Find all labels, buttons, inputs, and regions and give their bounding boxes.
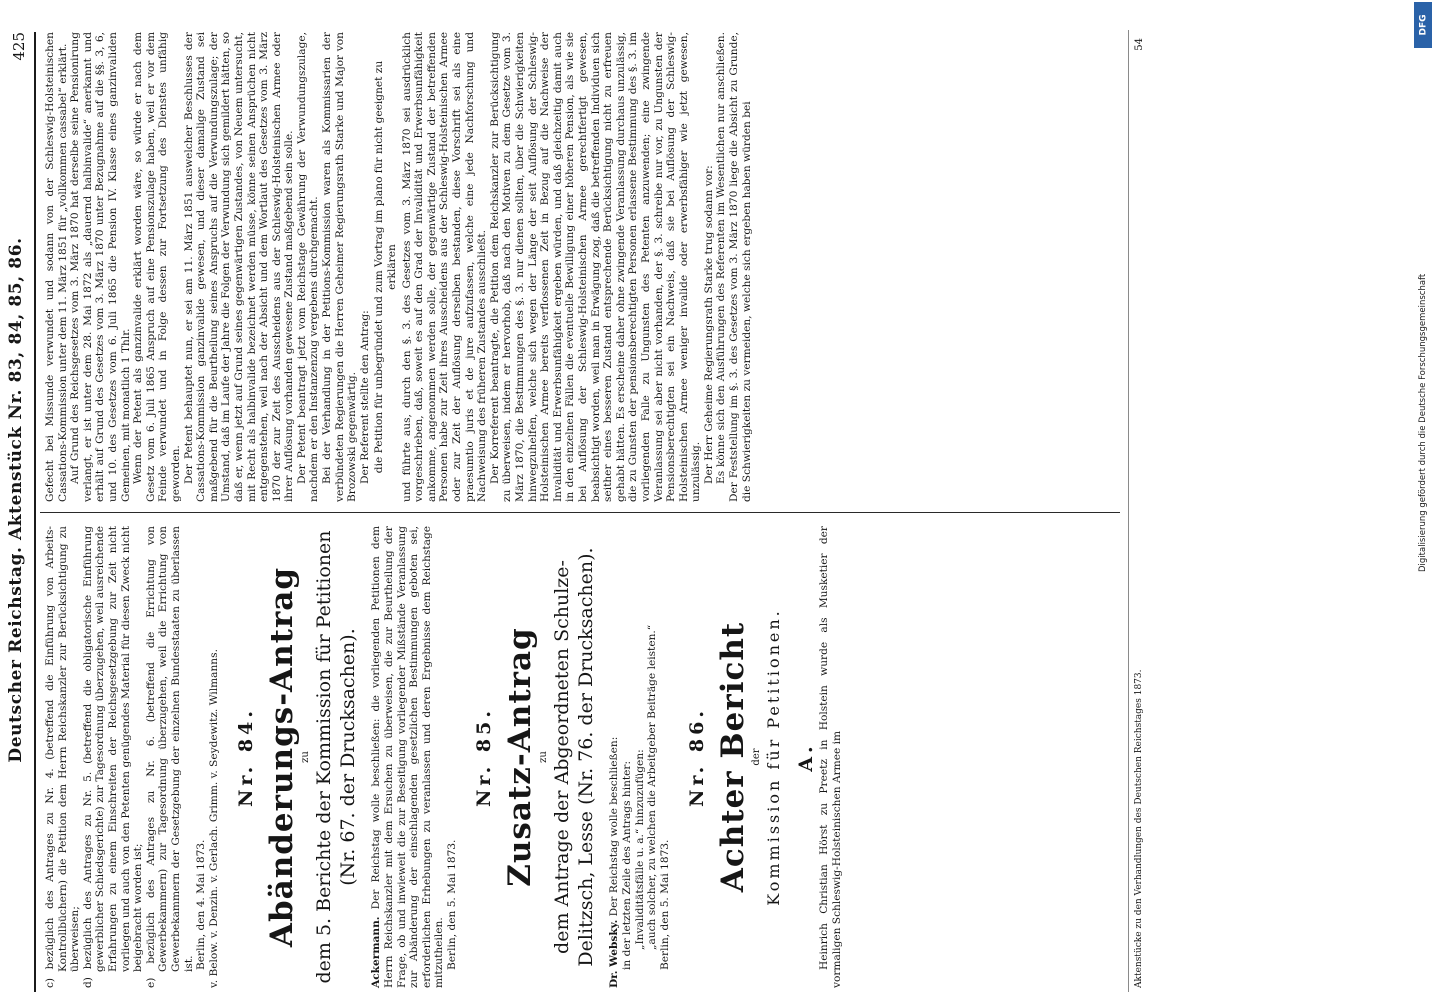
date-line: Berlin, den 4. Mai 1873. bbox=[195, 839, 208, 970]
digitization-credit bbox=[1414, 52, 1432, 572]
list-item-c: c) bezüglich des Antrages zu Nr. 4. (betreffend die Einführung von Arbeits-Kontrollbüchern) die Petition dem Herrn Reichskanzler zur Berücksichtigung zu überweisen; bbox=[44, 526, 82, 988]
dfg-logo bbox=[1414, 2, 1432, 48]
body-paragraph: Auf Grund des Reichsgesetzes vom 3. März 1870 hat derselbe seine Pensionirung verlangt, er ist unter dem 28. Mai 1872 als „dauernd halbinvalide“ anerkannt und erhält auf Grund des Gesetzes vom 3. März 1870 unter Bezugnahme auf die §§. 3, 6, und 10. des Gesetzes vom 6. Juli 1865 die Pension IV. Klasse eines ganzinvaliden Gemeinen, mit monatlich 1 Thlr. bbox=[69, 32, 132, 502]
body-paragraph: Der Petent beantragt jetzt vom Reichstage Gewährung der Verwundungszulage, nachdem er den Instanzenzug vergebens durchgemacht. bbox=[295, 32, 321, 502]
body-paragraph: Bei der Verhandlung in der Petitions-Kommission waren als Kommissarien der verbündeten Regierungen die Herren Geheimer Regierungsrath Starke und Major von Brozowski gegenwärtig. bbox=[321, 32, 359, 502]
signatories: v. Below. v. Denzin. v. Gerlach. Grimm. v. Seydewitz. Wilmanns. bbox=[207, 649, 220, 988]
document-number-84: Nr. 84. bbox=[235, 707, 258, 807]
proposer-name: Dr. Websky. bbox=[608, 919, 621, 988]
quoted-text: „Invaliditätsfälle u. a.“ hinzuzufügen: bbox=[633, 749, 646, 950]
date-line: Berlin, den 5. Mai 1873. bbox=[658, 839, 671, 970]
list-item-e: e) bezüglich des Antrages zu Nr. 6. (betreffend die Errichtung von Gewerbekammern) zur Tagesordnung überzugehen, weil die Errichtung von Gewerbekammern der Gesetzgebung der einzelnen Bundesstaaten zu überlassen ist. bbox=[144, 526, 195, 988]
proposer-name: Ackermann. bbox=[370, 916, 383, 988]
column-divider bbox=[40, 512, 1120, 513]
header-rule bbox=[34, 32, 36, 992]
body-paragraph: Wenn der Petent als ganzinvalide erklärt worden wäre, so würde er nach dem Gesetz vom 6. Juli 1865 Anspruch auf eine Pensionszulage haben, weil er vor dem Feinde verwundet und in Folge dessen zur Fortsetzung des Dienstes unfähig geworden. bbox=[132, 32, 182, 502]
document-title-86: Achter Bericht bbox=[715, 621, 752, 893]
body-paragraph: Heinrich Christian Hörst zu Preetz in Holstein wurde als Musketier der vormaligen Schleswig-Holsteinischen Armee im bbox=[818, 526, 844, 988]
left-column bbox=[44, 526, 844, 988]
footer-rule bbox=[1128, 30, 1129, 992]
section-heading: A. bbox=[795, 742, 818, 772]
page-footer: Aktenstücke zu den Verhandlungen des Deutschen Reichstages 1873. bbox=[1134, 669, 1144, 988]
dfg-logo-text: DFG bbox=[1418, 14, 1429, 36]
document-title-85: Zusatz-Antrag bbox=[502, 627, 539, 887]
motion-text: Der Reichstag wolle beschließen: bbox=[608, 736, 621, 917]
page-number: 425 bbox=[10, 32, 28, 61]
document-reference-84: (Nr. 67. der Drucksachen). bbox=[337, 628, 360, 886]
motion-quote: die Petition für unbegründet und zum Vortrag im plano für nicht geeignet zu erklären bbox=[373, 60, 399, 474]
signature-mark: 54 bbox=[1134, 38, 1145, 51]
document-number-86: Nr. 86. bbox=[686, 707, 709, 807]
right-column bbox=[44, 32, 753, 502]
body-paragraph: Es könne sich den Ausführungen des Referenten im Wesentlichen nur anschließen. Der Feststellung im §. 3. des Gesetzes vom 3. März 1870 liege die Absicht zu Grunde, die Schwierigkeiten zu vermeiden, welche sich ergeben haben würden bei bbox=[715, 32, 753, 502]
document-subtitle-84: dem 5. Berichte der Kommission für Petitionen bbox=[313, 530, 336, 984]
body-paragraph: Der Referent stellte den Antrag: bbox=[358, 310, 371, 484]
body-paragraph: Gefecht bei Missunde verwundet und sodann von der Schleswig-Holsteinischen Cassations-Kommission unter dem 11. März 1851 für „vollkommen cassabel“ erklärt. bbox=[44, 32, 69, 502]
document-number-85: Nr. 85. bbox=[473, 707, 496, 807]
running-head: Deutscher Reichstag. Aktenstück Nr. 83, 84, 85, 86. bbox=[6, 237, 26, 763]
credit-text: Digitalisierung gefördert durch die Deutsche Forschungsgemeinschaft bbox=[1418, 273, 1428, 572]
document-title-84: Abänderungs-Antrag bbox=[264, 566, 301, 948]
connector-der: der bbox=[751, 748, 763, 766]
document-subtitle-86: Kommission für Petitionen. bbox=[764, 608, 784, 906]
document-subtitle-85: dem Antrage der Abgeordneten Schulze-Delitzsch, Lesse (Nr. 76. der Drucksachen). bbox=[551, 547, 598, 967]
body-paragraph: Der Herr Geheime Regierungsrath Starke trug sodann vor: bbox=[702, 165, 715, 484]
body-paragraph: Der Korreferent beantragte, die Petition dem Reichskanzler zur Berücksichtigung zu überweisen, indem er hervorhob, daß nach den Motiven zu dem Gesetze vom 3. März 1870, die Bestimmungen des §. 3. nur dienen sollten, über die Schwierigkeiten hinwegzuhelfen, welche sich wegen der Länge der seit Auflösung der Schleswig-Holsteinischen Armee bereits verflossenen Zeit in Bezug auf die Nachweise der Invalidität und Erwerbsunfähigkeit ergeben würden, und daß gleichzeitig damit auch in den einzelnen Fällen die eventuelle Bewilligung einer höheren Pension, als wie sie bei Auflösung der Schleswig-Holsteinischen Armee gerechtfertigt gewesen, beabsichtigt worden, weil man in Erwägung zog, daß die betreffenden Individuen sich seither eines besseren Zustand entsprechende Berücksichtigung nicht zu erfreuen gehabt hätten. Es erscheine daher ohne zwingende Veranlassung durchaus unzulässig, die zu Gunsten der pensionsberechtigten Personen erlassene Bestimmung des §. 3. im vorliegenden Falle zu Ungunsten des Petenten anzuwenden; eine zwingende Veranlassung sei aber nicht vorhanden, der §. 3. schreibe nur vor, zu Ungunsten der Pensionsberechtigten sei ein Nachweis, daß sie bei Auflösung der Schleswig-Holsteinischen Armee weniger invalide oder erwerbsfähiger wie jetzt gewesen, unzulässig. bbox=[488, 32, 703, 502]
body-paragraph: und führte aus, durch den §. 3. des Gesetzes vom 3. März 1870 sei ausdrücklich vorgeschrieben, daß, soweit es auf den Grad der Invalidität und Erwerbsunfähigkeit ankomme, angenommen werden solle, der gegenwärtige Zustand der betreffenden Personen habe zur Zeit ihres Ausscheidens aus der Schleswig-Holsteinischen Armee oder zur Zeit der Auflösung derselben bestanden, diese Vorschrift sei als eine praesumtio juris et de jure aufzufassen, welche eine jede Nachforschung und Nachweisung des früheren Zustandes ausschließt. bbox=[400, 32, 489, 502]
body-paragraph: Der Petent behauptet nun, er sei am 11. März 1851 auswelcher Beschlusses der Cassations-Kommission ganzinvalide gewesen, und dieser damalige Zustand sei maßgebend für die Beurtheilung seines Anspruchs auf die Verwundungszulage; der Umstand, daß im Laufe der Jahre die Folgen der Verwundung sich gemildert hätten, so daß er, wenn jetzt auf Grund seines gegenwärtigen Zustandes, von Neuem untersucht, mit Recht als halbinvalide bezeichnet werden müsse, könne seinen Ansprüchen nicht entgegenstehen, weil nach der Absicht und dem Wortlaut des Gesetzes vom 3. März 1870 der zur Zeit des Ausscheidens aus der Schleswig-Holsteinischen Armee oder ihrer Auflösung vorhanden gewesene Zustand maßgebend sein solle. bbox=[182, 32, 296, 502]
quoted-text: „auch solcher, zu welchen die Arbeitgeber Beiträge leisten.“ bbox=[646, 624, 659, 950]
list-item-d: d) bezüglich des Antrages zu Nr. 5. (betreffend die obligatorische Einführung gewerblicher Schiedsgerichte) zur Tagesordnung überzugehen, weil ausreichende Erfahrungen zu einem Einschreiten der Reichsgesetzgebung zur Zeit nicht vorliegen und auch von den Petenten genügendes Material für diesen Zweck nicht beigebracht worden ist; bbox=[81, 526, 145, 988]
date-line: Berlin, den 5. Mai 1873. bbox=[445, 839, 458, 970]
connector-zu: zu bbox=[300, 751, 312, 763]
motion-text: in der letzten Zeile des Antrags hinter: bbox=[621, 760, 634, 970]
connector-zu: zu bbox=[538, 751, 550, 763]
motion-text: Der Reichstag wolle beschließen: die vorliegenden Petitionen dem Herrn Reichskanzler mit dem Ersuchen zu überweisen, die zur Beurtheilung der Frage, ob und inwieweit die zur Beseitigung vorliegender Mißstände Veranlassung zur Abänderung der einschlagenden gesetzlichen Bestimmungen geboten sei, erforderlichen Erhebungen zu veranlassen und deren Ergebnisse dem Reichstage mitzutheilen. bbox=[370, 526, 446, 988]
